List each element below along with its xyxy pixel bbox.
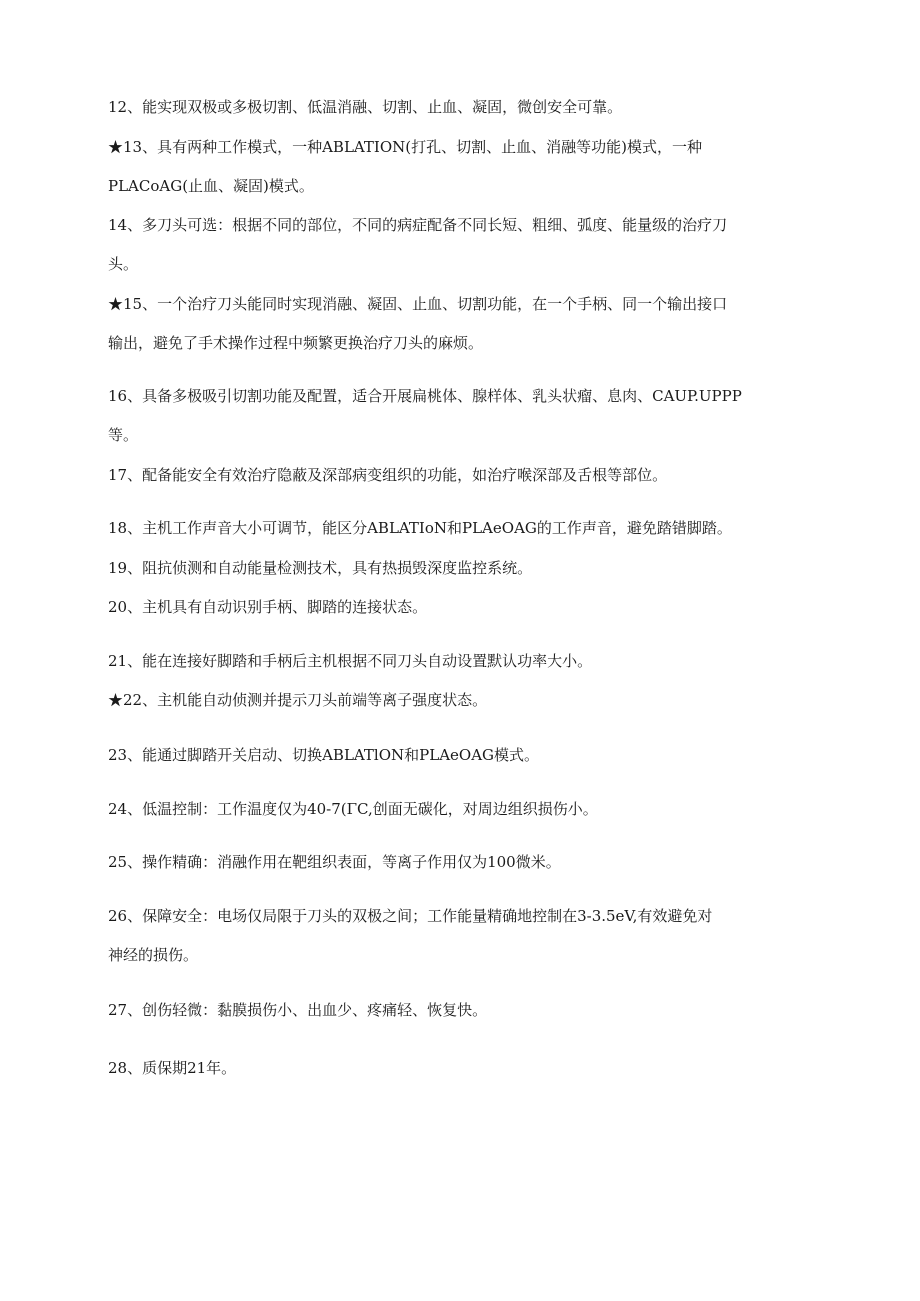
item-22-line: ★22、主机能自动侦测并提示刀头前端等离子强度状态。 — [108, 691, 488, 709]
item-28-line: 28、质保期21年。 — [108, 1059, 237, 1077]
item-24-line: 24、低温控制：工作温度仅为40-7(ΓC,创面无碳化，对周边组织损伤小。 — [108, 800, 598, 818]
item-19-line: 19、阻抗侦测和自动能量检测技术，具有热损毁深度监控系统。 — [108, 559, 533, 577]
item-21-line: 21、能在连接好脚踏和手柄后主机根据不同刀头自动设置默认功率大小。 — [108, 652, 593, 670]
item-13-line-2: PLACoAG(止血、凝固)模式。 — [108, 177, 314, 195]
item-15-line-2: 输出，避免了手术操作过程中频繁更换治疗刀头的麻烦。 — [108, 334, 484, 352]
item-20-line: 20、主机具有自动识别手柄、脚踏的连接状态。 — [108, 598, 428, 616]
item-17-line: 17、配备能安全有效治疗隐蔽及深部病变组织的功能，如治疗喉深部及舌根等部位。 — [108, 466, 668, 484]
item-25-line: 25、操作精确：消融作用在靶组织表面，等离子作用仅为100微米。 — [108, 853, 561, 871]
item-14-line-1: 14、多刀头可选：根据不同的部位，不同的病症配备不同长短、粗细、弧度、能量级的治疗刀 — [108, 216, 728, 234]
item-26-line-2: 神经的损伤。 — [108, 946, 199, 964]
item-18-line: 18、主机工作声音大小可调节，能区分ABLATIoN和PLAeOAG的工作声音，避免踏错脚踏。 — [108, 519, 732, 537]
item-13-line-1: ★13、具有两种工作模式，一种ABLATION(打孔、切割、止血、消融等功能)模式，一种 — [108, 138, 702, 156]
item-27-line: 27、创伤轻微：黏膜损伤小、出血少、疼痛轻、恢复快。 — [108, 1001, 488, 1019]
item-16-line-2: 等。 — [108, 426, 139, 444]
item-14-line-2: 头。 — [108, 255, 139, 273]
item-16-line-1: 16、具备多极吸引切割功能及配置，适合开展扁桃体、腺样体、乳头状瘤、息肉、CAUP.UPPP — [108, 387, 742, 405]
item-12-line: 12、能实现双极或多极切割、低温消融、切割、止血、凝固，微创安全可靠。 — [108, 98, 623, 116]
item-15-line-1: ★15、一个治疗刀头能同时实现消融、凝固、止血、切割功能，在一个手柄、同一个输出接口 — [108, 295, 728, 313]
item-26-line-1: 26、保障安全：电场仅局限于刀头的双极之间；工作能量精确地控制在3-3.5eV,有效避免对 — [108, 907, 713, 925]
item-23-line: 23、能通过脚踏开关启动、切换ABLATlON和PLAeOAG模式。 — [108, 746, 540, 764]
